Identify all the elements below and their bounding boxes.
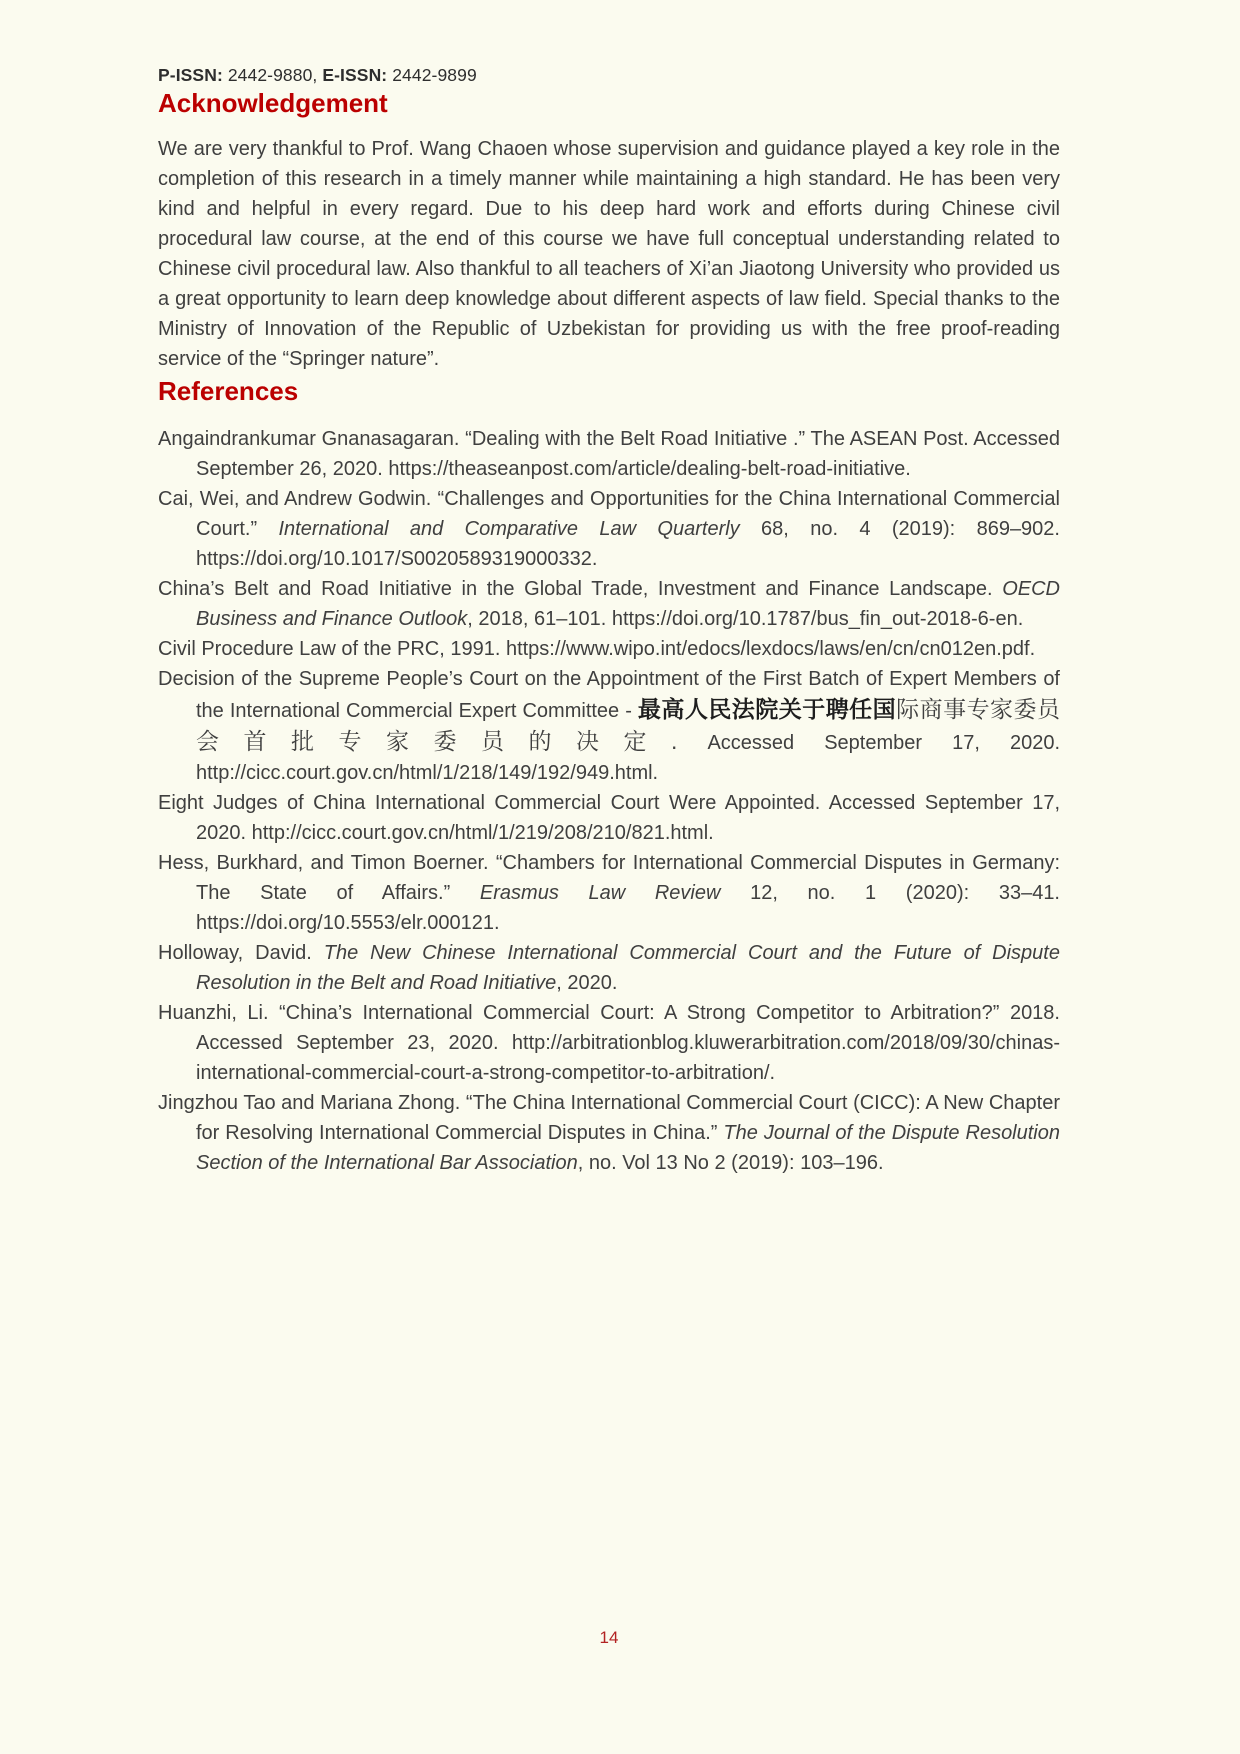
references-heading: References [158, 376, 299, 406]
reference-entry [158, 574, 1060, 634]
reference-entry [158, 664, 1060, 788]
page-content [158, 0, 1060, 1178]
reference-segment: , 2020. [556, 972, 618, 994]
p-issn-value: 2442-9880, [222, 65, 323, 85]
reference-segment: 最高人民法院关于聘任国 [637, 696, 897, 722]
reference-segment: Decision of the Supreme People’s Court on the Appointment of the First Batch of Expert Members of the International Commercial Expert Committee - [158, 668, 1060, 722]
reference-segment: Accessed September 17, 2020. http://cicc.court.gov.cn/html/1/218/149/192/949.html. [196, 732, 1061, 784]
reference-segment: Erasmus Law Review [479, 882, 721, 904]
reference-entry [158, 1088, 1060, 1178]
reference-segment: Hess, Burkhard, and Timon Boerner. “Chambers for International Commercial Disputes in Germany: The State of Affairs.” [158, 852, 1060, 904]
reference-segment: Jingzhou Tao and Mariana Zhong. “The China International Commercial Court (CICC): A New Chapter for Resolving International Commercial Disputes in China.” [158, 1092, 1060, 1144]
reference-segment: 12, no. 1 (2020): 33–41. https://doi.org/10.5553/elr.000121. [196, 882, 1060, 934]
reference-segment: OECD Business and Finance Outlook [196, 578, 1060, 630]
reference-segment: Angaindrankumar Gnanasagaran. “Dealing with the Belt Road Initiative .” The ASEAN Post. Accessed September 26, 2020. https://theaseanpost.com/article/dealing-belt-road-initiative. [158, 428, 1060, 480]
e-issn-value: 2442-9899 [387, 65, 477, 85]
reference-entry [158, 998, 1060, 1088]
reference-entry [158, 424, 1060, 484]
reference-segment: The Journal of the Dispute Resolution Section of the International Bar Association [196, 1122, 1060, 1174]
reference-entry [158, 938, 1060, 998]
acknowledgement-heading: Acknowledgement [158, 88, 388, 118]
page-number: 14 [599, 1628, 619, 1647]
reference-entry [158, 848, 1060, 938]
reference-segment: 68, no. 4 (2019): 869–902. https://doi.org/10.1017/S0020589319000332. [196, 518, 1060, 570]
reference-segment: Cai, Wei, and Andrew Godwin. “Challenges and Opportunities for the China International Commercial Court.” [158, 488, 1060, 540]
reference-segment: The New Chinese International Commercial Court and the Future of Dispute Resolution in the Belt and Road Initiative [196, 942, 1060, 994]
reference-segment: Eight Judges of China International Commercial Court Were Appointed. Accessed September 17, 2020. http://cicc.court.gov.cn/html/1/219/208/210/821.html. [158, 792, 1060, 844]
references-list [158, 424, 1060, 1178]
reference-segment: , no. Vol 13 No 2 (2019): 103–196. [577, 1152, 884, 1174]
reference-entry [158, 788, 1060, 848]
reference-segment: , 2018, 61–101. https://doi.org/10.1787/bus_fin_out-2018-6-en. [467, 608, 1024, 630]
reference-segment: China’s Belt and Road Initiative in the Global Trade, Investment and Finance Landscape. [158, 578, 1003, 600]
issn-header [158, 64, 1060, 86]
reference-entry [158, 484, 1060, 574]
reference-segment: International and Comparative Law Quarterly [278, 518, 740, 540]
acknowledgement-paragraph: We are very thankful to Prof. Wang Chaoen whose supervision and guidance played a key role in the completion of this research in a timely manner while maintaining a high standard. He has been very kind and helpful in every regard. Due to his deep hard work and efforts during Chinese civil procedural law course, at the end of this course we have full conceptual understanding related to Chinese civil procedural law. Also thankful to all teachers of Xi’an Jiaotong University who provided us a great opportunity to learn deep knowledge about different aspects of law field. Special thanks to the Ministry of Innovation of the Republic of Uzbekistan for providing us with the free proof-reading service of the “Springer nature”. [158, 138, 1060, 370]
reference-segment: Holloway, David. [158, 942, 324, 964]
reference-segment: 际商事专家委员会首批专家委员的决定. [196, 696, 1060, 754]
reference-entry [158, 634, 1060, 664]
e-issn-label: E-ISSN: [322, 65, 388, 85]
p-issn-label: P-ISSN: [158, 65, 223, 85]
reference-segment: Civil Procedure Law of the PRC, 1991. https://www.wipo.int/edocs/lexdocs/laws/en/cn/cn012en.pdf. [158, 638, 1036, 660]
reference-segment: Huanzhi, Li. “China’s International Commercial Court: A Strong Competitor to Arbitration?” 2018. Accessed September 23, 2020. http://arbitrationblog.kluwerarbitration.com/2018/09/30/chinas-international-commercial-court-a-strong-competitor-to-arbitration/. [158, 1002, 1060, 1084]
